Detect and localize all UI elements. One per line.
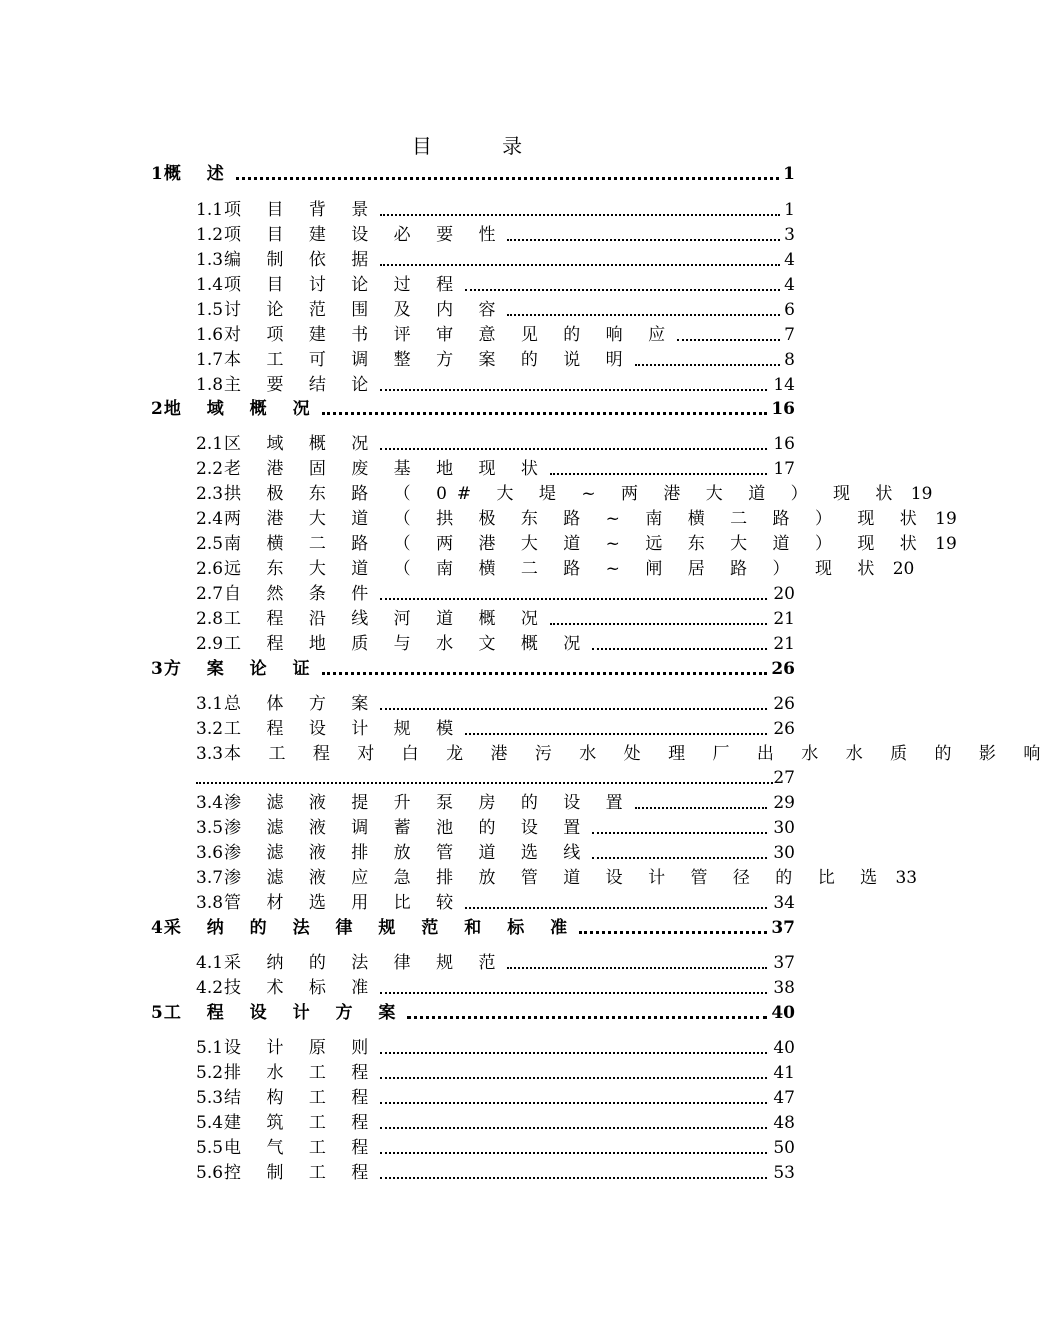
toc-chapter-entry[interactable] <box>151 658 795 680</box>
toc-section-entry[interactable] <box>196 199 795 221</box>
toc-entry-page: 41 <box>773 1063 795 1083</box>
toc-entry-page: 38 <box>773 978 795 998</box>
toc-entry-page: 17 <box>773 459 795 479</box>
toc-entry-continuation <box>196 767 795 789</box>
toc-entry-page: 1 <box>783 164 795 184</box>
toc-entry-page: 33 <box>895 868 918 888</box>
toc-leader-dots <box>236 170 779 180</box>
toc-entry-number: 5.5 <box>196 1138 224 1158</box>
toc-entry-number: 2.8 <box>196 609 224 629</box>
toc-leader-dots <box>380 256 780 266</box>
toc-entry-page: 16 <box>773 434 795 454</box>
toc-leader-dots <box>579 924 767 934</box>
toc-entry-label: 本 工 程 对 白 龙 港 污 水 处 理 厂 出 水 水 质 的 影 响 <box>224 744 1051 764</box>
toc-section-entry[interactable] <box>196 224 795 246</box>
toc-entry-label: 控 制 工 程 <box>224 1163 379 1183</box>
toc-leader-dots <box>380 1094 767 1104</box>
toc-leader-dots <box>380 1169 767 1179</box>
toc-entry-page: 30 <box>773 818 795 838</box>
toc-entry-page: 19 <box>935 534 957 554</box>
toc-section-entry[interactable] <box>196 633 795 655</box>
toc-entry-number: 3 <box>151 659 163 679</box>
toc-leader-dots <box>592 824 767 834</box>
toc-entry-page: 26 <box>773 719 795 739</box>
toc-leader-dots <box>380 440 767 450</box>
toc-entry-page: 34 <box>773 893 795 913</box>
toc-entry-page: 21 <box>773 609 795 629</box>
toc-entry-label: 渗 滤 液 调 蓄 池 的 设 置 <box>224 818 591 838</box>
toc-leader-dots <box>550 465 767 475</box>
toc-leader-dots <box>507 306 780 316</box>
toc-chapter-entry[interactable] <box>151 398 795 420</box>
toc-entry-page: 8 <box>784 350 795 370</box>
toc-entry-number: 4.2 <box>196 978 224 998</box>
toc-entry-page: 40 <box>771 1003 795 1023</box>
toc-entry-number: 5.1 <box>196 1038 224 1058</box>
toc-entry-number: 3.7 <box>196 868 224 888</box>
toc-section-entry[interactable] <box>196 608 795 630</box>
toc-entry-number: 1.2 <box>196 225 224 245</box>
toc-leader-dots <box>380 590 767 600</box>
toc-section-entry[interactable] <box>196 433 795 455</box>
toc-entry-number: 2 <box>151 399 163 419</box>
toc-leader-dots <box>380 1119 767 1129</box>
toc-section-entry[interactable] <box>196 458 795 480</box>
toc-leader-dots <box>550 615 767 625</box>
toc-entry-number: 3.1 <box>196 694 224 714</box>
toc-entry-label: 工 程 地 质 与 水 文 概 况 <box>224 634 591 654</box>
toc-entry-page: 3 <box>784 225 795 245</box>
toc-entry-page: 1 <box>784 200 795 220</box>
toc-section-entry[interactable] <box>196 483 933 505</box>
toc-leader-dots <box>380 1144 767 1154</box>
toc-leader-dots <box>465 725 767 735</box>
toc-section-entry[interactable] <box>196 743 1051 765</box>
toc-leader-dots <box>507 959 767 969</box>
toc-section-entry[interactable] <box>196 693 795 715</box>
toc-entry-page: 4 <box>784 250 795 270</box>
toc-leader-dots <box>380 206 780 216</box>
toc-chapter-entry[interactable] <box>151 1002 795 1024</box>
toc-entry-label: 主 要 结 论 <box>224 375 379 395</box>
toc-section-entry[interactable] <box>196 249 795 271</box>
toc-leader-dots <box>380 984 767 994</box>
toc-leader-dots <box>380 700 767 710</box>
toc-entry-label: 讨 论 范 围 及 内 容 <box>224 300 506 320</box>
toc-entry-label: 拱 极 东 路 （ 0# 大 堤 ~ 两 港 大 道 ） 现 状 <box>224 484 903 504</box>
toc-entry-number: 5.6 <box>196 1163 224 1183</box>
toc-entry-page: 50 <box>773 1138 795 1158</box>
toc-entry-label: 电 气 工 程 <box>224 1138 379 1158</box>
toc-entry-number: 5.4 <box>196 1113 224 1133</box>
toc-section-entry[interactable] <box>196 508 957 530</box>
toc-section-entry[interactable] <box>196 1112 795 1134</box>
toc-entry-number: 1.7 <box>196 350 224 370</box>
toc-entry-label: 项 目 背 景 <box>224 200 379 220</box>
toc-section-entry[interactable] <box>196 792 795 814</box>
toc-entry-label: 渗 滤 液 提 升 泵 房 的 设 置 <box>224 793 633 813</box>
toc-entry-page: 37 <box>771 918 795 938</box>
toc-entry-number: 5 <box>151 1003 163 1023</box>
toc-entry-page: 48 <box>773 1113 795 1133</box>
toc-entry-page: 27 <box>773 768 795 788</box>
toc-entry-page: 6 <box>784 300 795 320</box>
toc-leader-dots <box>507 231 780 241</box>
toc-entry-page: 20 <box>773 584 795 604</box>
toc-entry-number: 3.5 <box>196 818 224 838</box>
toc-entry-page: 26 <box>773 694 795 714</box>
toc-entry-number: 5.3 <box>196 1088 224 1108</box>
toc-section-entry[interactable] <box>196 867 918 889</box>
toc-entry-number: 2.5 <box>196 534 224 554</box>
toc-entry-number: 2.2 <box>196 459 224 479</box>
toc-leader-dots <box>407 1009 767 1019</box>
toc-entry-number: 1.5 <box>196 300 224 320</box>
toc-section-entry[interactable] <box>196 1037 795 1059</box>
toc-section-entry[interactable] <box>196 1087 795 1109</box>
toc-entry-page: 7 <box>784 325 795 345</box>
toc-leader-dots <box>635 799 767 809</box>
toc-entry-number: 2.1 <box>196 434 224 454</box>
toc-entry-label: 采 纳 的 法 律 规 范 <box>224 953 506 973</box>
toc-entry-number: 1 <box>151 164 163 184</box>
toc-entry-label: 概 述 <box>163 164 234 184</box>
toc-entry-page: 26 <box>771 659 795 679</box>
toc-entry-label: 对 项 建 书 评 审 意 见 的 响 应 <box>224 325 676 345</box>
toc-section-entry[interactable] <box>196 374 795 396</box>
toc-entry-number: 5.2 <box>196 1063 224 1083</box>
toc-entry-number: 4 <box>151 918 163 938</box>
toc-entry-number: 1.6 <box>196 325 224 345</box>
toc-section-entry[interactable] <box>196 718 795 740</box>
toc-entry-label: 项 目 建 设 必 要 性 <box>224 225 506 245</box>
toc-chapter-entry[interactable] <box>151 917 795 939</box>
toc-title: 目 录 <box>411 134 555 158</box>
toc-leader-dots <box>380 1069 767 1079</box>
toc-section-entry[interactable] <box>196 299 795 321</box>
toc-leader-dots <box>380 381 767 391</box>
toc-entry-number: 2.9 <box>196 634 224 654</box>
toc-entry-number: 3.4 <box>196 793 224 813</box>
toc-chapter-entry[interactable] <box>151 163 795 185</box>
toc-entry-label: 区 域 概 况 <box>224 434 379 454</box>
toc-leader-dots <box>196 774 773 784</box>
toc-entry-label: 本 工 可 调 整 方 案 的 说 明 <box>224 350 633 370</box>
toc-entry-label: 工 程 设 计 规 模 <box>224 719 464 739</box>
toc-entry-label: 排 水 工 程 <box>224 1063 379 1083</box>
toc-entry-page: 20 <box>892 559 915 579</box>
toc-entry-page: 19 <box>935 509 957 529</box>
toc-leader-dots <box>465 281 780 291</box>
toc-entry-page: 21 <box>773 634 795 654</box>
toc-entry-label: 地 域 概 况 <box>163 399 320 419</box>
toc-entry-number: 3.6 <box>196 843 224 863</box>
toc-entry-number: 2.3 <box>196 484 224 504</box>
toc-entry-page: 29 <box>773 793 795 813</box>
toc-entry-label: 设 计 原 则 <box>224 1038 379 1058</box>
toc-entry-number: 3.2 <box>196 719 224 739</box>
toc-entry-number: 2.6 <box>196 559 224 579</box>
toc-entry-label: 总 体 方 案 <box>224 694 379 714</box>
toc-entry-number: 1.1 <box>196 200 224 220</box>
toc-section-entry[interactable] <box>196 1162 795 1184</box>
toc-entry-page: 4 <box>784 275 795 295</box>
toc-section-entry[interactable] <box>196 1137 795 1159</box>
toc-section-entry[interactable] <box>196 274 795 296</box>
toc-leader-dots <box>592 849 767 859</box>
toc-entry-label: 建 筑 工 程 <box>224 1113 379 1133</box>
toc-entry-number: 1.8 <box>196 375 224 395</box>
toc-entry-page: 53 <box>773 1163 795 1183</box>
toc-section-entry[interactable] <box>196 892 795 914</box>
toc-entry-label: 编 制 依 据 <box>224 250 379 270</box>
toc-entry-label: 项 目 讨 论 过 程 <box>224 275 464 295</box>
toc-entry-label: 采 纳 的 法 律 规 范 和 标 准 <box>163 918 578 938</box>
toc-entry-label: 方 案 论 证 <box>163 659 320 679</box>
toc-leader-dots <box>465 899 767 909</box>
toc-section-entry[interactable] <box>196 1062 795 1084</box>
toc-entry-page: 40 <box>773 1038 795 1058</box>
toc-entry-label: 老 港 固 废 基 地 现 状 <box>224 459 548 479</box>
toc-entry-number: 3.8 <box>196 893 224 913</box>
toc-entry-label: 南 横 二 路 （ 两 港 大 道 ~ 远 东 大 道 ） 现 状 <box>224 534 927 554</box>
toc-entry-label: 两 港 大 道 （ 拱 极 东 路 ~ 南 横 二 路 ） 现 状 <box>224 509 927 529</box>
toc-entry-page: 14 <box>773 375 795 395</box>
toc-entry-page: 47 <box>773 1088 795 1108</box>
toc-entry-number: 2.7 <box>196 584 224 604</box>
toc-entry-label: 结 构 工 程 <box>224 1088 379 1108</box>
toc-section-entry[interactable] <box>196 977 795 999</box>
toc-leader-dots <box>635 356 780 366</box>
toc-leader-dots <box>322 405 767 415</box>
toc-entry-label: 渗 滤 液 应 急 排 放 管 道 设 计 管 径 的 比 选 <box>224 868 888 888</box>
toc-entry-label: 工 程 设 计 方 案 <box>163 1003 406 1023</box>
toc-leader-dots <box>592 640 767 650</box>
toc-entry-label: 管 材 选 用 比 较 <box>224 893 464 913</box>
toc-entry-page: 30 <box>773 843 795 863</box>
toc-entry-number: 1.3 <box>196 250 224 270</box>
toc-entry-label: 技 术 标 准 <box>224 978 379 998</box>
toc-section-entry[interactable] <box>196 817 795 839</box>
toc-entry-label: 渗 滤 液 排 放 管 道 选 线 <box>224 843 591 863</box>
toc-entry-page: 16 <box>771 399 795 419</box>
toc-leader-dots <box>380 1044 767 1054</box>
toc-section-entry[interactable] <box>196 583 795 605</box>
toc-entry-page: 37 <box>773 953 795 973</box>
toc-section-entry[interactable] <box>196 952 795 974</box>
toc-entry-label: 工 程 沿 线 河 道 概 况 <box>224 609 548 629</box>
toc-entry-number: 3.3 <box>196 744 224 764</box>
toc-section-entry[interactable] <box>196 349 795 371</box>
toc-entry-number: 1.4 <box>196 275 224 295</box>
toc-entry-label: 远 东 大 道 （ 南 横 二 路 ~ 闸 居 路 ） 现 状 <box>224 559 885 579</box>
toc-section-entry[interactable] <box>196 558 915 580</box>
toc-entry-page: 19 <box>910 484 933 504</box>
toc-section-entry[interactable] <box>196 533 957 555</box>
toc-leader-dots <box>322 665 767 675</box>
toc-entry-label: 自 然 条 件 <box>224 584 379 604</box>
toc-section-entry[interactable] <box>196 324 795 346</box>
toc-entry-number: 2.4 <box>196 509 224 529</box>
toc-entry-number: 4.1 <box>196 953 224 973</box>
toc-leader-dots <box>677 331 780 341</box>
toc-section-entry[interactable] <box>196 842 795 864</box>
